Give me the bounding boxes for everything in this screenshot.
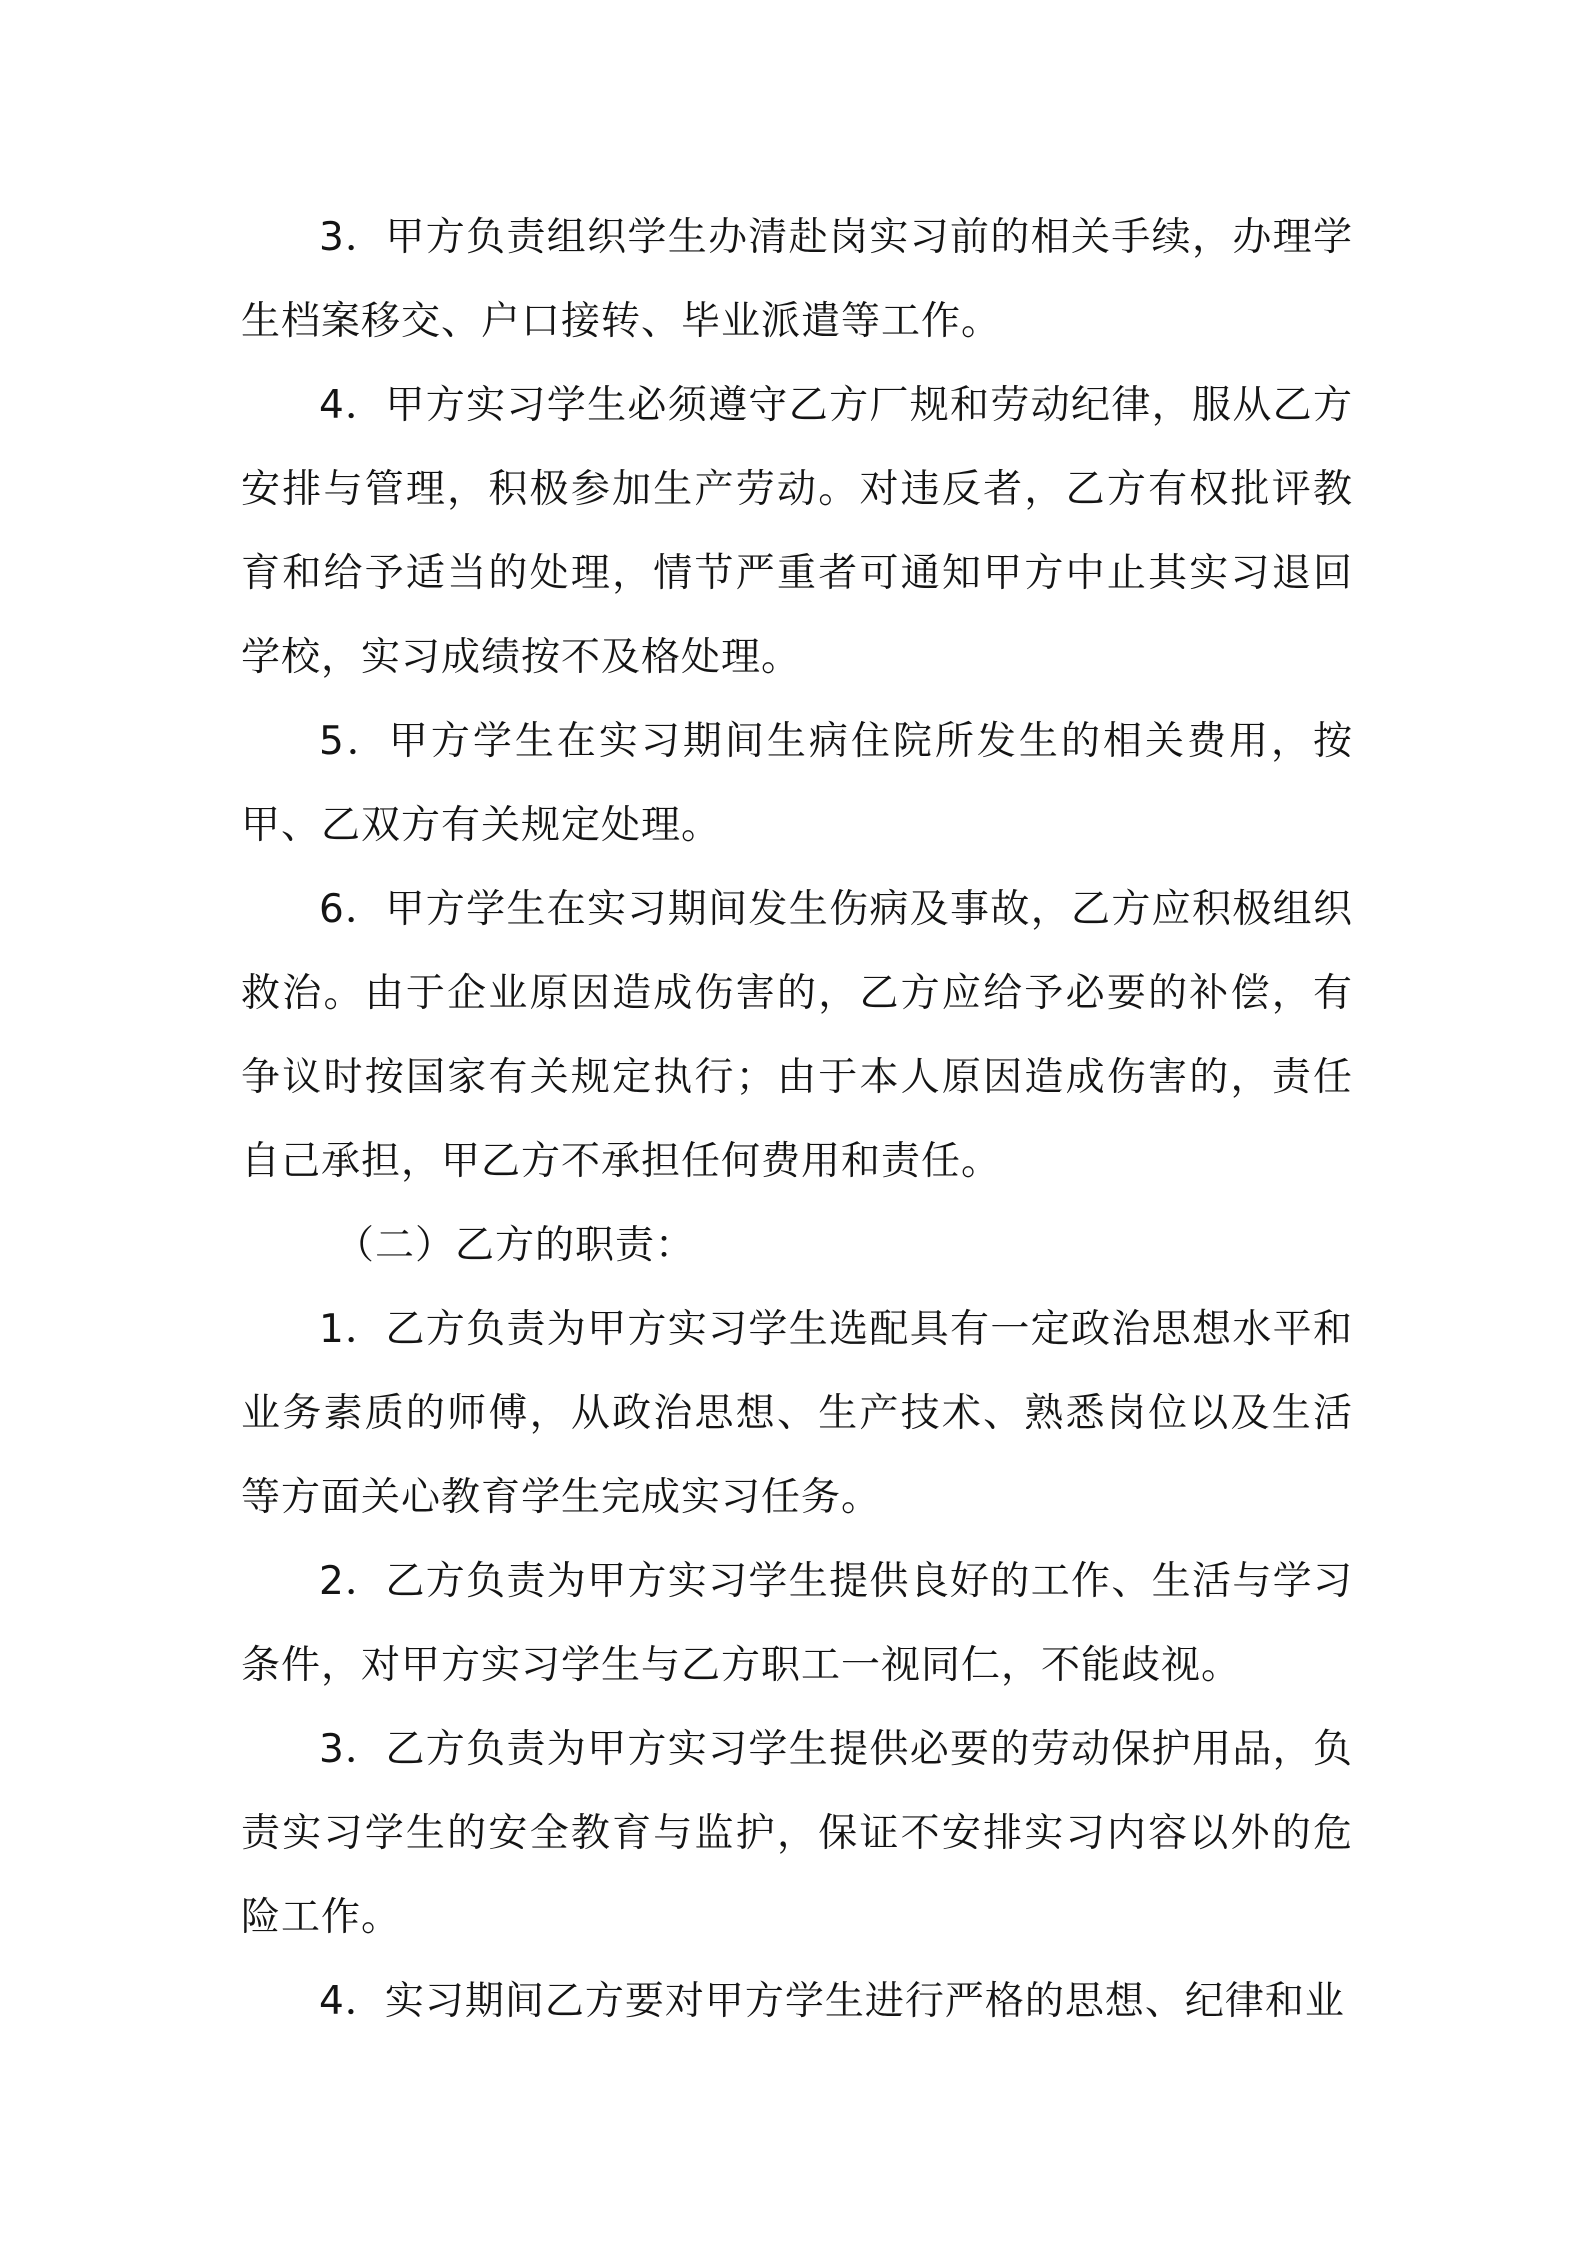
clause-a3: 3．甲方负责组织学生办清赴岗实习前的相关手续，办理学生档案移交、户口接转、毕业派遣等工作。: [241, 215, 1353, 344]
clause-b3: 3．乙方负责为甲方实习学生提供必要的劳动保护用品，负责实习学生的安全教育与监护，保证不安排实习内容以外的危险工作。: [241, 1727, 1353, 1940]
clause-a4: 4．甲方实习学生必须遵守乙方厂规和劳动纪律，服从乙方安排与管理，积极参加生产劳动。对违反者，乙方有权批评教育和给予适当的处理，情节严重者可通知甲方中止其实习退回学校，实习成绩按不及格处理。: [241, 383, 1353, 680]
clause-a5: 5．甲方学生在实习期间生病住院所发生的相关费用，按甲、乙双方有关规定处理。: [241, 719, 1353, 848]
clause-b2: 2．乙方负责为甲方实习学生提供良好的工作、生活与学习条件，对甲方实习学生与乙方职工一视同仁，不能歧视。: [241, 1559, 1353, 1688]
document-body: [241, 196, 1353, 2044]
clause-a6: 6．甲方学生在实习期间发生伤病及事故，乙方应积极组织救治。由于企业原因造成伤害的，乙方应给予必要的补偿，有争议时按国家有关规定执行；由于本人原因造成伤害的，责任自己承担，甲乙方不承担任何费用和责任。: [241, 887, 1353, 1184]
clause-b1: 1．乙方负责为甲方实习学生选配具有一定政治思想水平和业务素质的师傅，从政治思想、生产技术、熟悉岗位以及生活等方面关心教育学生完成实习任务。: [241, 1307, 1353, 1520]
clause-b4: 4．实习期间乙方要对甲方学生进行严格的思想、纪律和业: [319, 1979, 1345, 2024]
section-heading-party-b-duties: （二）乙方的职责：: [335, 1223, 696, 1268]
